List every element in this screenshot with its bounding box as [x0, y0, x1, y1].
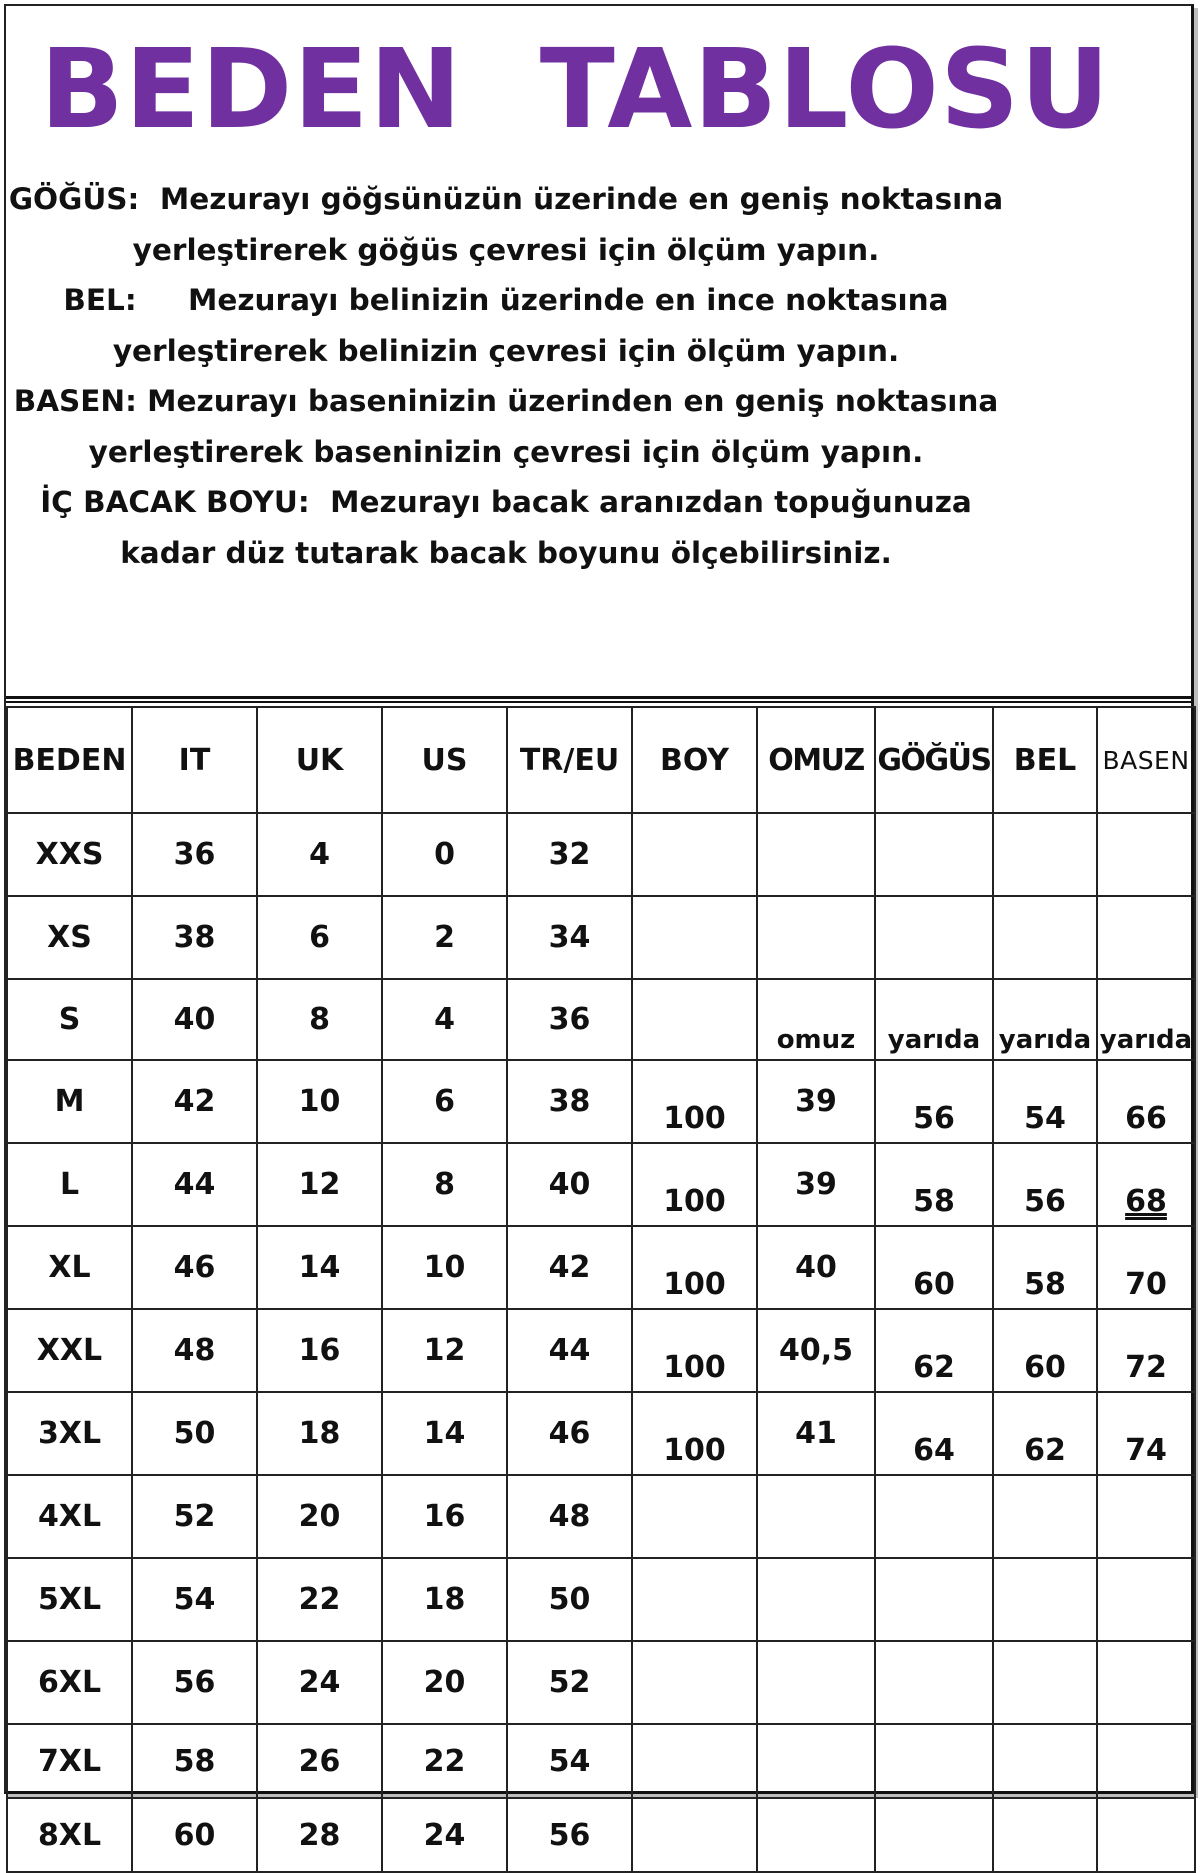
cell-it: 48	[132, 1309, 257, 1392]
cell-size: XXS	[7, 813, 132, 896]
size-table	[6, 706, 1196, 1873]
cell-gogus: 62	[875, 1309, 993, 1392]
cell-boy	[632, 813, 757, 896]
instruction-line: GÖĞÜS: Mezurayı göğsünüzün üzerinde en geniş noktasına	[8, 182, 1004, 216]
cell-tr-eu: 40	[507, 1143, 632, 1226]
cell-omuz	[757, 1558, 875, 1641]
header-bel: BEL	[993, 707, 1097, 813]
cell-bel: 58	[993, 1226, 1097, 1309]
cell-basen	[1097, 813, 1195, 896]
table-row	[7, 1558, 1195, 1641]
cell-tr-eu: 32	[507, 813, 632, 896]
cell-boy	[632, 1558, 757, 1641]
table-row	[7, 813, 1195, 896]
cell-basen	[1097, 896, 1195, 979]
cell-us: 4	[382, 979, 507, 1060]
cell-us: 0	[382, 813, 507, 896]
cell-omuz: 39	[757, 1143, 875, 1226]
header-us: US	[382, 707, 507, 813]
cell-it: 54	[132, 1558, 257, 1641]
cell-it: 36	[132, 813, 257, 896]
underlined-value: 68	[1125, 1184, 1167, 1219]
cell-it: 56	[132, 1641, 257, 1724]
header-basen: BASEN	[1097, 707, 1195, 813]
page-title: BEDEN TABLOSU	[40, 25, 1111, 153]
cell-uk: 24	[257, 1641, 382, 1724]
size-chart-sheet	[4, 4, 1194, 1853]
instruction-line: yerleştirerek göğüs çevresi için ölçüm yapın.	[132, 232, 880, 267]
cell-boy: 100	[632, 1226, 757, 1309]
cell-tr-eu: 52	[507, 1641, 632, 1724]
cell-it: 58	[132, 1724, 257, 1798]
cell-bel	[993, 1558, 1097, 1641]
cell-bel	[993, 1724, 1097, 1798]
cell-bel: 54	[993, 1060, 1097, 1143]
section-divider	[6, 696, 1191, 703]
cell-us: 24	[382, 1798, 507, 1872]
cell-basen	[1097, 1641, 1195, 1724]
header-gogus: GÖĞÜS	[875, 707, 993, 813]
cell-basen	[1097, 1475, 1195, 1558]
cell-uk: 4	[257, 813, 382, 896]
cell-omuz: 39	[757, 1060, 875, 1143]
header-tr-eu: TR/EU	[507, 707, 632, 813]
table-row	[7, 1143, 1195, 1226]
cell-omuz	[757, 1798, 875, 1872]
cell-us: 6	[382, 1060, 507, 1143]
cell-uk: 10	[257, 1060, 382, 1143]
table-row	[7, 1060, 1195, 1143]
cell-tr-eu: 36	[507, 979, 632, 1060]
cell-bel: 56	[993, 1143, 1097, 1226]
cell-it: 60	[132, 1798, 257, 1872]
cell-boy	[632, 1724, 757, 1798]
cell-us: 12	[382, 1309, 507, 1392]
table-header-row	[7, 707, 1195, 813]
cell-bel	[993, 1641, 1097, 1724]
cell-it: 44	[132, 1143, 257, 1226]
cell-omuz	[757, 1724, 875, 1798]
cell-basen	[1097, 1724, 1195, 1798]
cell-gogus: 64	[875, 1392, 993, 1475]
cell-us: 2	[382, 896, 507, 979]
cell-us: 8	[382, 1143, 507, 1226]
cell-size: XS	[7, 896, 132, 979]
table-row	[7, 1724, 1195, 1798]
table-row	[7, 1309, 1195, 1392]
cell-boy: 100	[632, 1392, 757, 1475]
cell-size: M	[7, 1060, 132, 1143]
cell-bel: yarıda	[993, 979, 1097, 1060]
cell-boy: 100	[632, 1143, 757, 1226]
cell-tr-eu: 38	[507, 1060, 632, 1143]
cell-size: 8XL	[7, 1798, 132, 1872]
cell-us: 20	[382, 1641, 507, 1724]
header-beden: BEDEN	[7, 707, 132, 813]
cell-basen: yarıda	[1097, 979, 1195, 1060]
table-row	[7, 1475, 1195, 1558]
cell-basen: 72	[1097, 1309, 1195, 1392]
table-row	[7, 979, 1195, 1060]
cell-tr-eu: 42	[507, 1226, 632, 1309]
cell-gogus: 56	[875, 1060, 993, 1143]
cell-omuz	[757, 896, 875, 979]
header-it: IT	[132, 707, 257, 813]
cell-size: L	[7, 1143, 132, 1226]
cell-tr-eu: 44	[507, 1309, 632, 1392]
cell-uk: 28	[257, 1798, 382, 1872]
cell-it: 50	[132, 1392, 257, 1475]
cell-boy: 100	[632, 1309, 757, 1392]
cell-tr-eu: 46	[507, 1392, 632, 1475]
cell-omuz: 40	[757, 1226, 875, 1309]
cell-uk: 22	[257, 1558, 382, 1641]
instruction-line: yerleştirerek baseninizin çevresi için ölçüm yapın.	[88, 434, 924, 469]
cell-size: 4XL	[7, 1475, 132, 1558]
cell-basen	[1097, 1798, 1195, 1872]
cell-uk: 6	[257, 896, 382, 979]
cell-basen	[1097, 1558, 1195, 1641]
instruction-line: İÇ BACAK BOYU: Mezurayı bacak aranızdan topuğunuza	[40, 485, 972, 519]
cell-basen: 74	[1097, 1392, 1195, 1475]
cell-bel	[993, 1798, 1097, 1872]
cell-boy	[632, 979, 757, 1060]
cell-it: 46	[132, 1226, 257, 1309]
cell-omuz: 40,5	[757, 1309, 875, 1392]
header-uk: UK	[257, 707, 382, 813]
cell-gogus	[875, 1641, 993, 1724]
cell-us: 16	[382, 1475, 507, 1558]
cell-it: 52	[132, 1475, 257, 1558]
cell-uk: 12	[257, 1143, 382, 1226]
cell-omuz: omuz	[757, 979, 875, 1060]
cell-size: S	[7, 979, 132, 1060]
cell-bel	[993, 813, 1097, 896]
cell-boy	[632, 1641, 757, 1724]
cell-it: 38	[132, 896, 257, 979]
cell-uk: 8	[257, 979, 382, 1060]
cell-tr-eu: 34	[507, 896, 632, 979]
cell-gogus: 60	[875, 1226, 993, 1309]
cell-bel: 62	[993, 1392, 1097, 1475]
cell-us: 10	[382, 1226, 507, 1309]
table-row	[7, 1392, 1195, 1475]
cell-omuz: 41	[757, 1392, 875, 1475]
cell-tr-eu: 54	[507, 1724, 632, 1798]
table-row	[7, 1798, 1195, 1872]
cell-tr-eu: 56	[507, 1798, 632, 1872]
cell-basen: 66	[1097, 1060, 1195, 1143]
cell-omuz	[757, 813, 875, 896]
table-body	[7, 813, 1195, 1872]
cell-size: 5XL	[7, 1558, 132, 1641]
cell-uk: 14	[257, 1226, 382, 1309]
cell-us: 18	[382, 1558, 507, 1641]
cell-gogus	[875, 813, 993, 896]
cell-boy	[632, 1475, 757, 1558]
cell-gogus	[875, 1798, 993, 1872]
cell-size: XL	[7, 1226, 132, 1309]
cell-gogus: 58	[875, 1143, 993, 1226]
instruction-line: kadar düz tutarak bacak boyunu ölçebilirsiniz.	[120, 535, 892, 570]
cell-size: 7XL	[7, 1724, 132, 1798]
cell-us: 14	[382, 1392, 507, 1475]
cell-gogus: yarıda	[875, 979, 993, 1060]
header-boy: BOY	[632, 707, 757, 813]
table-row	[7, 896, 1195, 979]
cell-basen: 70	[1097, 1226, 1195, 1309]
cell-it: 42	[132, 1060, 257, 1143]
cell-gogus	[875, 1724, 993, 1798]
table-row	[7, 1226, 1195, 1309]
cell-size: 6XL	[7, 1641, 132, 1724]
instruction-line: BEL: Mezurayı belinizin üzerinde en ince noktasına	[63, 283, 949, 317]
cell-tr-eu: 48	[507, 1475, 632, 1558]
cell-boy	[632, 1798, 757, 1872]
cell-uk: 16	[257, 1309, 382, 1392]
cell-size: 3XL	[7, 1392, 132, 1475]
cell-basen	[1097, 1143, 1195, 1226]
cell-it: 40	[132, 979, 257, 1060]
table-row	[7, 1641, 1195, 1724]
cell-boy: 100	[632, 1060, 757, 1143]
cell-omuz	[757, 1475, 875, 1558]
cell-bel	[993, 1475, 1097, 1558]
cell-uk: 20	[257, 1475, 382, 1558]
cell-tr-eu: 50	[507, 1558, 632, 1641]
instruction-line: BASEN: Mezurayı baseninizin üzerinden en geniş noktasına	[13, 384, 999, 418]
measurement-instructions	[6, 174, 1006, 578]
cell-us: 22	[382, 1724, 507, 1798]
cell-omuz	[757, 1641, 875, 1724]
header-omuz: OMUZ	[757, 707, 875, 813]
cell-uk: 26	[257, 1724, 382, 1798]
cell-gogus	[875, 896, 993, 979]
cell-uk: 18	[257, 1392, 382, 1475]
cell-bel: 60	[993, 1309, 1097, 1392]
cell-size: XXL	[7, 1309, 132, 1392]
cell-bel	[993, 896, 1097, 979]
cell-boy	[632, 896, 757, 979]
cell-gogus	[875, 1558, 993, 1641]
instruction-line: yerleştirerek belinizin çevresi için ölçüm yapın.	[112, 333, 900, 368]
cell-gogus	[875, 1475, 993, 1558]
